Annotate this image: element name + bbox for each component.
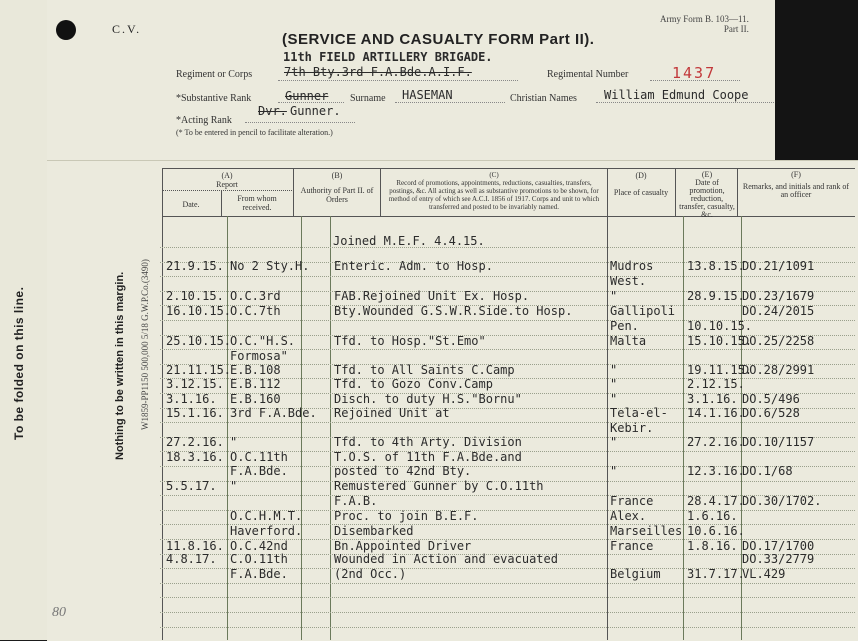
- ruled-line: [160, 612, 855, 613]
- entry-from: E.B.108: [230, 363, 281, 377]
- entry-remarks: DO.21/1091: [742, 259, 815, 273]
- entry-place: ": [610, 435, 618, 449]
- entry-record: Disembarked: [334, 524, 414, 538]
- printer-imprint: [140, 259, 154, 440]
- entry-date-promotion: 12.3.16.: [687, 464, 745, 478]
- margin-text: Nothing to be written in this margin.: [114, 271, 126, 460]
- entry-date-promotion: 2.12.15.: [687, 377, 745, 391]
- regiment-label: Regiment or Corps: [176, 69, 253, 80]
- entry-place: Alex.: [610, 509, 647, 523]
- report-subheader-rule: [162, 190, 292, 191]
- entry-date: 18.3.16.: [166, 450, 224, 464]
- acting-rank-line: [245, 122, 355, 123]
- entry-from: Haverford.: [230, 524, 303, 538]
- cv-mark: C.V.: [112, 22, 142, 36]
- entry-date-promotion: 31.7.17.: [687, 567, 745, 581]
- entry-record: Tfd. to Gozo Conv.Camp: [334, 377, 493, 391]
- entry-record: Tfd. to 4th Arty. Division: [334, 435, 522, 449]
- entry-place: Marseilles: [610, 524, 683, 538]
- ruled-line: [160, 597, 855, 598]
- entry-date-promotion: 27.2.16.: [687, 435, 745, 449]
- entry-remarks: DO.17/1700: [742, 539, 815, 553]
- entry-date: 15.1.16.: [166, 406, 224, 420]
- entry-remarks: DO.30/1702.: [742, 494, 822, 508]
- surname-value: HASEMAN: [402, 88, 453, 102]
- entry-remarks: DO.24/2015: [742, 304, 815, 318]
- regimental-number-value: 1437: [672, 64, 717, 82]
- entry-record: F.A.B.: [334, 494, 378, 508]
- entry-from: ": [230, 479, 238, 493]
- entry-from: ": [230, 435, 238, 449]
- entry-from: O.C.11th: [230, 450, 288, 464]
- entry-record: Disch. to duty H.S."Bornu": [334, 392, 522, 406]
- entry-date-promotion: 13.8.15.: [687, 259, 745, 273]
- entry-remarks: VL.429: [742, 567, 786, 581]
- regiment-line: [278, 80, 518, 81]
- entry-date-promotion: 28.9.15.: [687, 289, 745, 303]
- entry-remarks: DO.1/68: [742, 464, 793, 478]
- entry-date: 4.8.17.: [166, 552, 217, 566]
- entry-place: France: [610, 539, 654, 553]
- date-promo-letter: (E): [701, 170, 713, 179]
- entry-from: C.O.11th: [230, 552, 288, 566]
- col-line-date: [227, 216, 228, 640]
- entry-date: 16.10.15.: [166, 304, 232, 318]
- margin-instruction: [110, 200, 160, 640]
- surname-label: Surname: [350, 93, 386, 104]
- ruled-line: [160, 583, 855, 584]
- ruled-line: [160, 247, 855, 248]
- place-title: Place of casualty: [613, 188, 669, 197]
- entry-place: Tela-el-: [610, 406, 668, 420]
- dark-background: [775, 0, 858, 160]
- entry-record: Wounded in Action and evacuated: [334, 552, 558, 566]
- entry-remarks: DO.5/496: [742, 392, 800, 406]
- regimental-number-line: [650, 80, 740, 81]
- punch-hole: [56, 20, 76, 40]
- remarks-letter: (F): [791, 170, 801, 179]
- col-line-left: [162, 168, 163, 640]
- record-letter: (C): [489, 171, 499, 179]
- authority-title: Authority of Part II. of Orders: [300, 186, 374, 204]
- entry-record: (2nd Occ.): [334, 567, 407, 581]
- record-header: [383, 171, 605, 211]
- entry-place: ": [610, 464, 618, 478]
- entry-date-promotion: 19.11.15.: [687, 363, 753, 377]
- ruled-line: [160, 627, 855, 628]
- surname-line: [395, 102, 505, 103]
- substantive-rank-label: *Substantive Rank: [176, 93, 252, 104]
- entry-remarks: DO.25/2258: [742, 334, 815, 348]
- ruled-line: [160, 422, 855, 423]
- entry-place: ": [610, 377, 618, 391]
- entry-date-promotion: 15.10.15.: [687, 334, 753, 348]
- fold-text: To be folded on this line.: [12, 286, 26, 440]
- army-form-line-1: Army Form B. 103—11.: [660, 14, 749, 24]
- substantive-rank-value: Gunner: [285, 89, 329, 103]
- substantive-rank-line: [278, 102, 344, 103]
- form-title: (SERVICE AND CASUALTY FORM Part II).: [282, 31, 595, 48]
- entry-date: 5.5.17.: [166, 479, 217, 493]
- ruled-line: [160, 276, 855, 277]
- christian-names-value: William Edmund Coope: [604, 88, 749, 102]
- entry-remarks: DO.10/1157: [742, 435, 815, 449]
- army-form-line-2: Part II.: [723, 24, 749, 34]
- col-line-date-hdr: [221, 190, 222, 216]
- entry-date-promotion: 3.1.16.: [687, 392, 738, 406]
- entry-remarks: DO.28/2991: [742, 363, 815, 377]
- entry-place: Gallipoli: [610, 304, 676, 318]
- entry-record: Tfd. to All Saints C.Camp: [334, 363, 515, 377]
- entry-from: Formosa": [230, 349, 288, 363]
- report-letter: (A): [221, 171, 233, 180]
- entry-from: No 2 Sty.H.: [230, 259, 310, 273]
- col-line-from: [301, 216, 302, 640]
- entry-from: E.B.112: [230, 377, 281, 391]
- place-header: [610, 171, 672, 197]
- entry-date-promotion: 1.6.16.: [687, 509, 738, 523]
- entry-date: 2.10.15.: [166, 289, 224, 303]
- joined-entry: Joined M.E.F. 4.4.15.: [333, 234, 485, 248]
- entry-date-promotion: 10.10.15.: [687, 319, 753, 333]
- entry-record: Enteric. Adm. to Hosp.: [334, 259, 493, 273]
- christian-names-label: Christian Names: [510, 93, 577, 104]
- entry-place: ": [610, 289, 618, 303]
- entry-record: Bty.Wounded G.S.W.R.Side.to Hosp.: [334, 304, 573, 318]
- entry-record: FAB.Rejoined Unit Ex. Hosp.: [334, 289, 530, 303]
- table-top-rule: [162, 168, 855, 169]
- entry-from: E.B.160: [230, 392, 281, 406]
- entry-from: O.C.42nd: [230, 539, 288, 553]
- entry-record: posted to 42nd Bty.: [334, 464, 472, 478]
- entry-date: 21.9.15.: [166, 259, 224, 273]
- fold-instruction: [8, 240, 38, 540]
- entry-place: West.: [610, 274, 647, 288]
- regiment-value: 7th Bty.3rd F.A.Bde.A.I.F.: [284, 65, 472, 79]
- entry-record: T.O.S. of 11th F.A.Bde.and: [334, 450, 522, 464]
- col-line-date2-hdr: [737, 168, 738, 216]
- entry-date: 11.8.16.: [166, 539, 224, 553]
- entry-place: ": [610, 392, 618, 406]
- authority-letter: (B): [331, 171, 343, 180]
- entry-date: 25.10.15.: [166, 334, 232, 348]
- entry-from: 3rd F.A.Bde.: [230, 406, 317, 420]
- acting-rank-struck: Dvr.: [258, 104, 287, 118]
- entry-place: Pen.: [610, 319, 639, 333]
- entry-place: ": [610, 363, 618, 377]
- report-title: Report: [216, 180, 238, 189]
- col-line-authority: [330, 216, 331, 640]
- col-line-place: [683, 216, 684, 640]
- entry-date-promotion: 10.6.16.: [687, 524, 745, 538]
- date-promo-title: Date of promotion, reduction, transfer, casualty, &c.: [679, 178, 735, 219]
- remarks-title: Remarks, and initials and rank of an officer: [742, 182, 850, 199]
- entry-from: O.C.3rd: [230, 289, 281, 303]
- from-whom-header: From whom received.: [237, 194, 277, 212]
- entry-remarks: DO.6/528: [742, 406, 800, 420]
- col-line-place-hdr: [675, 168, 676, 216]
- entry-date: 27.2.16.: [166, 435, 224, 449]
- entry-from: O.C."H.S.: [230, 334, 296, 348]
- entry-place: France: [610, 494, 654, 508]
- brigade-heading: 11th FIELD ARTILLERY BRIGADE.: [283, 50, 493, 64]
- place-letter: (D): [635, 171, 647, 180]
- entry-from: O.C.H.M.T.: [230, 509, 303, 523]
- fold-strip: [0, 0, 48, 640]
- date-promo-header: [678, 171, 736, 219]
- table-header-rule: [162, 216, 855, 217]
- acting-rank-label: *Acting Rank: [176, 115, 232, 126]
- entry-from: F.A.Bde.: [230, 567, 288, 581]
- christian-names-line: [596, 102, 774, 103]
- pencil-note: (* To be entered in pencil to facilitate alteration.): [176, 128, 333, 137]
- entry-record: Tfd. to Hosp."St.Emo": [334, 334, 486, 348]
- entry-record: Bn.Appointed Driver: [334, 539, 472, 553]
- army-form-number: [660, 14, 749, 34]
- entry-place: Mudros: [610, 259, 654, 273]
- entry-date-promotion: 28.4.17.: [687, 494, 745, 508]
- entry-place: Belgium: [610, 567, 661, 581]
- col-line-record: [607, 168, 608, 640]
- entry-date: 21.11.15.: [166, 363, 232, 377]
- entry-remarks: DO.23/1679: [742, 289, 815, 303]
- date-header: Date.: [182, 200, 200, 209]
- entry-remarks: DO.33/2779: [742, 552, 815, 566]
- entry-date-promotion: 14.1.16.: [687, 406, 745, 420]
- printer-text: W1859-PP1150 500,000 5/18 G.W.P.Co.(3490): [140, 259, 150, 430]
- authority-header: [296, 171, 378, 204]
- regimental-number-label: Regimental Number: [547, 69, 629, 80]
- entry-record: Remustered Gunner by C.O.11th: [334, 479, 544, 493]
- entry-date: 3.1.16.: [166, 392, 217, 406]
- record-title: Record of promotions, appointments, reductions, casualties, transfers, postings, &c. All acting as well as substantive promotions to be shown, for method of entry of which see A.C.I. 1856 of 1917. Corps and unit to which transferred and posted to be invariably named.: [388, 179, 600, 211]
- acting-rank-value: Gunner.: [290, 104, 341, 118]
- entry-record: Rejoined Unit at: [334, 406, 450, 420]
- col-line-report-hdr: [293, 168, 294, 216]
- entry-record: Proc. to join B.E.F.: [334, 509, 479, 523]
- report-header: [162, 171, 292, 189]
- entry-date: 3.12.15.: [166, 377, 224, 391]
- col-line-authority-hdr: [380, 168, 381, 216]
- entry-date-promotion: 1.8.16.: [687, 539, 738, 553]
- entry-place: Malta: [610, 334, 647, 348]
- entry-place: Kebir.: [610, 421, 654, 435]
- remarks-header: [740, 171, 852, 199]
- entry-from: O.C.7th: [230, 304, 281, 318]
- entry-from: F.A.Bde.: [230, 464, 288, 478]
- page-mark: 80: [52, 605, 66, 620]
